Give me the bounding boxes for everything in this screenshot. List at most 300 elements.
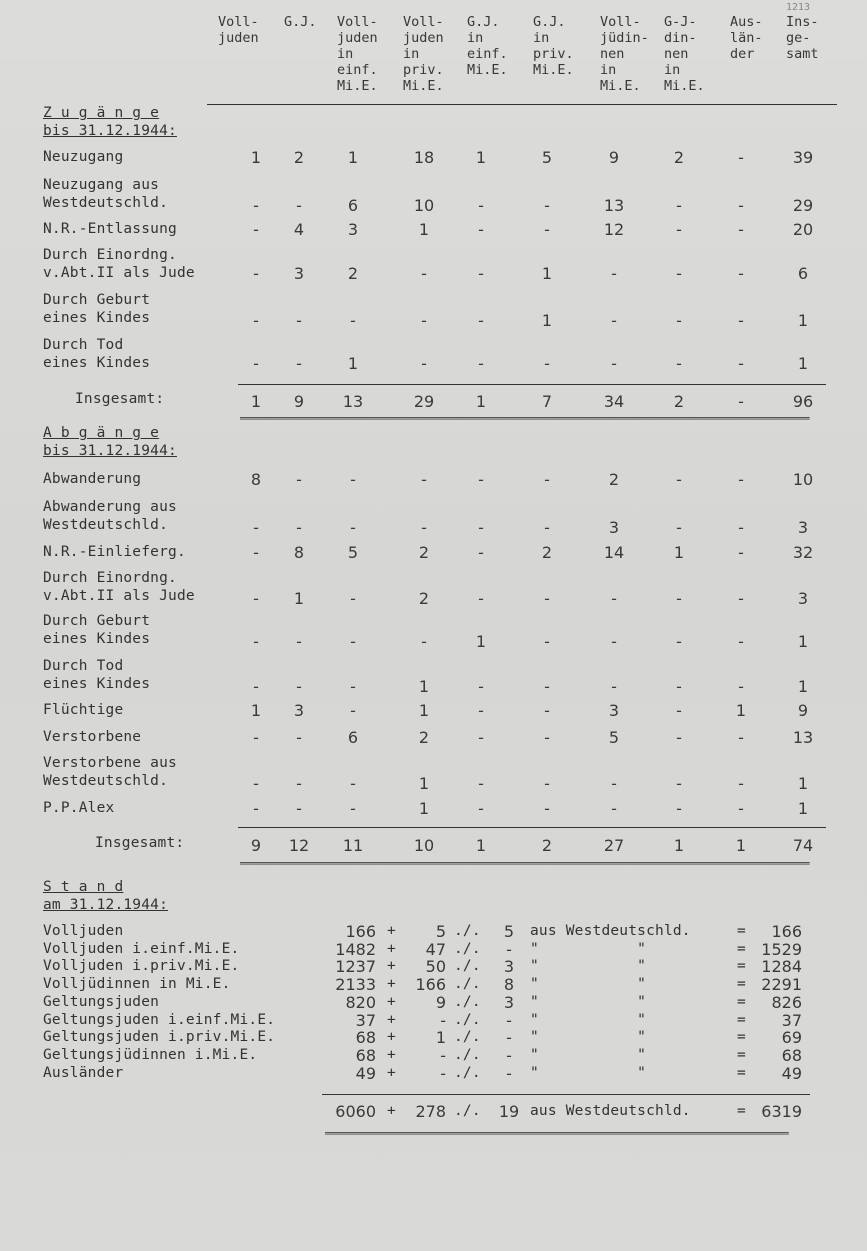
cell-value: - — [738, 799, 744, 818]
cell-value: 3 — [347, 220, 359, 239]
zugaenge-heading: Z u g ä n g e — [43, 105, 160, 121]
plus-sign: + — [387, 923, 396, 939]
cell-value: - — [478, 470, 484, 489]
plus-sign: + — [387, 1046, 396, 1063]
cell-value: 14 — [603, 543, 625, 562]
stand-result: 1284 — [761, 957, 802, 977]
cell-value: - — [478, 799, 484, 818]
stand-result: 826 — [771, 992, 802, 1012]
cell-value: 4 — [293, 220, 305, 239]
cell-value: - — [478, 677, 484, 696]
cell-value: 32 — [792, 543, 814, 562]
cell-value: 1 — [418, 220, 430, 239]
stand-row-label: Volljuden i.priv.Mi.E. — [43, 958, 240, 975]
total-value: 11 — [342, 836, 364, 855]
cell-value: - — [350, 311, 356, 330]
stand-plus: 1 — [435, 1028, 446, 1048]
cell-value: - — [544, 354, 550, 373]
stand-minus: 8 — [503, 975, 515, 995]
stand-total-result: 6319 — [761, 1102, 802, 1121]
stand-row-label: Geltungsjuden — [43, 993, 160, 1010]
row-label: Verstorbene — [43, 729, 142, 745]
cell-value: 2 — [541, 543, 553, 562]
stand-row-label: Geltungsjuden i.einf.Mi.E. — [43, 1011, 276, 1028]
cell-value: 1 — [250, 148, 262, 167]
zugaenge-total-label: Insgesamt: — [75, 391, 165, 407]
abgaenge-subheading: bis 31.12.1944: — [43, 443, 177, 459]
col-header-gjuedinnen: G-J- din- nen in Mi.E. — [664, 14, 705, 94]
row-label: Durch Einordng. v.Abt.II als Jude — [43, 247, 195, 281]
cell-value: - — [738, 220, 744, 239]
row-label: Verstorbene aus Westdeutschld. — [43, 755, 177, 789]
cell-value: - — [478, 518, 484, 537]
cell-value: - — [253, 677, 259, 696]
minus-sign: ./. — [454, 993, 481, 1010]
total-value: 1 — [475, 836, 487, 855]
cell-value: - — [544, 799, 550, 818]
cell-value: - — [676, 728, 682, 747]
cell-value: - — [253, 589, 259, 608]
cell-value: - — [611, 799, 617, 818]
row-label: Neuzugang aus Westdeutschld. — [43, 177, 169, 211]
stand-base: 37 — [355, 1010, 376, 1030]
cell-value: - — [296, 311, 302, 330]
cell-value: 8 — [293, 543, 305, 562]
cell-value: - — [253, 799, 259, 818]
cell-value: 2 — [418, 589, 430, 608]
cell-value: 1 — [347, 148, 359, 167]
cell-value: - — [544, 589, 550, 608]
cell-value: 3 — [797, 589, 809, 608]
row-label: Neuzugang — [43, 149, 124, 165]
stand-row-label: Geltungsjuden i.priv.Mi.E. — [43, 1029, 276, 1046]
stand-minus: 5 — [503, 922, 515, 941]
cell-value: 12 — [603, 220, 625, 239]
cell-value: - — [676, 701, 682, 720]
cell-value: 20 — [792, 220, 814, 239]
cell-value: - — [478, 354, 484, 373]
cell-value: - — [738, 677, 744, 696]
plus-sign: + — [387, 1029, 396, 1046]
stand-minus: - — [506, 939, 512, 959]
stand-result: 49 — [781, 1063, 802, 1083]
cell-value: 1 — [797, 354, 809, 373]
cell-value: - — [350, 799, 356, 818]
minus-sign: ./. — [454, 1064, 481, 1081]
cell-value: 2 — [418, 543, 430, 562]
total-value: 74 — [792, 836, 814, 855]
cell-value: - — [478, 543, 484, 562]
cell-value: - — [253, 774, 259, 793]
equals-sign: = — [737, 993, 746, 1010]
cell-value: - — [296, 677, 302, 696]
cell-value: - — [544, 728, 550, 747]
plus-sign: + — [387, 976, 396, 993]
cell-value: 10 — [413, 196, 435, 215]
cell-value: - — [676, 632, 682, 651]
plus-sign: + — [387, 1011, 396, 1028]
zugaenge-subheading: bis 31.12.1944: — [43, 123, 177, 139]
cell-value: 1 — [418, 774, 430, 793]
cell-value: - — [253, 728, 259, 747]
equals-sign: = — [737, 923, 746, 939]
stand-plus: - — [440, 1010, 446, 1030]
stand-note: " " — [530, 1029, 647, 1046]
cell-value: 1 — [735, 701, 747, 720]
cell-value: - — [253, 632, 259, 651]
stand-row-label: Ausländer — [43, 1064, 124, 1081]
row-label: N.R.-Entlassung — [43, 221, 177, 237]
cell-value: - — [253, 354, 259, 373]
cell-value: 1 — [797, 632, 809, 651]
cell-value: - — [544, 470, 550, 489]
cell-value: 1 — [293, 589, 305, 608]
row-label: N.R.-Einlieferg. — [43, 544, 186, 560]
row-label: Durch Einordng. v.Abt.II als Jude — [43, 570, 195, 604]
cell-value: - — [296, 632, 302, 651]
stand-result: 166 — [771, 922, 802, 941]
minus-sign: ./. — [454, 1103, 481, 1119]
col-header-gj: G.J. — [284, 14, 317, 30]
cell-value: - — [676, 470, 682, 489]
cell-value: 13 — [792, 728, 814, 747]
plus-sign: + — [387, 940, 396, 957]
cell-value: - — [738, 196, 744, 215]
cell-value: 1 — [797, 774, 809, 793]
cell-value: - — [738, 470, 744, 489]
cell-value: - — [676, 311, 682, 330]
cell-value: 9 — [797, 701, 809, 720]
col-header-gj-einf: G.J. in einf. Mi.E. — [467, 14, 508, 78]
total-value: 1 — [735, 836, 747, 855]
cell-value: - — [738, 774, 744, 793]
stand-total-plus: 278 — [415, 1102, 446, 1121]
abgaenge-total-rule — [238, 827, 826, 828]
cell-value: - — [676, 774, 682, 793]
cell-value: - — [296, 774, 302, 793]
cell-value: - — [253, 311, 259, 330]
cell-value: - — [478, 589, 484, 608]
cell-value: - — [350, 677, 356, 696]
cell-value: 1 — [250, 701, 262, 720]
cell-value: - — [738, 264, 744, 283]
abgaenge-total-label: Insgesamt: — [95, 835, 185, 851]
cell-value: 9 — [608, 148, 620, 167]
cell-value: - — [350, 470, 356, 489]
cell-value: 10 — [792, 470, 814, 489]
cell-value: - — [350, 632, 356, 651]
cell-value: - — [421, 264, 427, 283]
cell-value: - — [421, 518, 427, 537]
cell-value: - — [253, 543, 259, 562]
cell-value: 1 — [347, 354, 359, 373]
stand-result: 2291 — [761, 975, 802, 995]
equals-sign: = — [737, 976, 746, 993]
stand-result: 69 — [781, 1028, 802, 1048]
col-header-vj-priv: Voll- juden in priv. Mi.E. — [403, 14, 444, 94]
plus-sign: + — [387, 1103, 396, 1119]
cell-value: 1 — [541, 264, 553, 283]
stand-plus: 50 — [425, 957, 446, 977]
plus-sign: + — [387, 1064, 396, 1081]
cell-value: 29 — [792, 196, 814, 215]
cell-value: - — [544, 518, 550, 537]
cell-value: - — [738, 543, 744, 562]
equals-sign: = — [737, 958, 746, 975]
cell-value: - — [350, 701, 356, 720]
cell-value: - — [478, 774, 484, 793]
cell-value: - — [738, 728, 744, 747]
cell-value: - — [296, 518, 302, 537]
cell-value: - — [296, 196, 302, 215]
cell-value: - — [253, 264, 259, 283]
cell-value: - — [676, 264, 682, 283]
equals-sign: = — [737, 1011, 746, 1028]
cell-value: - — [738, 311, 744, 330]
stand-note: " " — [530, 1011, 647, 1028]
cell-value: 1 — [475, 632, 487, 651]
stand-plus: 166 — [415, 975, 446, 995]
cell-value: 1 — [797, 311, 809, 330]
cell-value: 5 — [608, 728, 620, 747]
stand-base: 1482 — [335, 939, 376, 959]
cell-value: - — [611, 264, 617, 283]
total-value: 29 — [413, 392, 435, 411]
stand-double-rule: ══════════════════════════════════════════════════════════════════════ — [325, 1128, 789, 1139]
stand-total-note: aus Westdeutschld. — [530, 1103, 691, 1119]
cell-value: - — [478, 196, 484, 215]
cell-value: 13 — [603, 196, 625, 215]
cell-value: - — [544, 701, 550, 720]
cell-value: 18 — [413, 148, 435, 167]
minus-sign: ./. — [454, 940, 481, 957]
total-value: 27 — [603, 836, 625, 855]
cell-value: - — [544, 220, 550, 239]
stand-total-rule — [322, 1094, 810, 1095]
cell-value: 2 — [347, 264, 359, 283]
cell-value: 3 — [293, 701, 305, 720]
stand-minus: 3 — [503, 992, 515, 1012]
stand-note: " " — [530, 958, 647, 975]
col-header-vjuedinnen: Voll- jüdin- nen in Mi.E. — [600, 14, 649, 94]
total-value: 10 — [413, 836, 435, 855]
cell-value: - — [296, 728, 302, 747]
stand-note: " " — [530, 976, 647, 993]
cell-value: - — [421, 470, 427, 489]
minus-sign: ./. — [454, 1046, 481, 1063]
cell-value: - — [611, 677, 617, 696]
cell-value: - — [611, 311, 617, 330]
cell-value: - — [738, 589, 744, 608]
cell-value: 2 — [673, 148, 685, 167]
total-value: 13 — [342, 392, 364, 411]
cell-value: - — [676, 677, 682, 696]
plus-sign: + — [387, 993, 396, 1010]
cell-value: - — [296, 799, 302, 818]
cell-value: 2 — [293, 148, 305, 167]
cell-value: - — [738, 354, 744, 373]
stand-base: 68 — [355, 1045, 376, 1065]
total-value: - — [738, 392, 744, 411]
cell-value: 6 — [347, 196, 359, 215]
total-value: 9 — [293, 392, 305, 411]
total-value: 12 — [288, 836, 310, 855]
cell-value: 1 — [797, 799, 809, 818]
cell-value: - — [544, 632, 550, 651]
stand-note: " " — [530, 993, 647, 1010]
cell-value: - — [478, 311, 484, 330]
row-label: Abwanderung — [43, 471, 142, 487]
plus-sign: + — [387, 958, 396, 975]
cell-value: - — [421, 354, 427, 373]
stand-plus: 5 — [435, 922, 446, 941]
col-header-gj-priv: G.J. in priv. Mi.E. — [533, 14, 574, 78]
stand-base: 166 — [345, 922, 376, 941]
cell-value: - — [544, 196, 550, 215]
cell-value: - — [421, 311, 427, 330]
cell-value: 1 — [475, 148, 487, 167]
cell-value: 39 — [792, 148, 814, 167]
cell-value: - — [296, 470, 302, 489]
cell-value: 8 — [250, 470, 262, 489]
total-value: 34 — [603, 392, 625, 411]
cell-value: 5 — [541, 148, 553, 167]
cell-value: 1 — [418, 701, 430, 720]
cell-value: - — [611, 354, 617, 373]
stand-note: " " — [530, 1046, 647, 1063]
minus-sign: ./. — [454, 976, 481, 993]
stand-minus: - — [506, 1010, 512, 1030]
total-value: 2 — [673, 392, 685, 411]
cell-value: - — [350, 589, 356, 608]
stand-heading: S t a n d — [43, 879, 124, 895]
stand-plus: - — [440, 1063, 446, 1083]
cell-value: - — [350, 774, 356, 793]
col-header-volljuden: Voll- juden — [218, 14, 259, 46]
cell-value: - — [738, 518, 744, 537]
stand-row-label: Volljuden — [43, 923, 124, 939]
stand-note: " " — [530, 940, 647, 957]
row-label: Abwanderung aus Westdeutschld. — [43, 499, 177, 533]
stand-plus: 47 — [425, 939, 446, 959]
total-value: 96 — [792, 392, 814, 411]
stand-result: 68 — [781, 1045, 802, 1065]
stand-minus: - — [506, 1045, 512, 1065]
row-label: Durch Geburt eines Kindes — [43, 613, 151, 647]
cell-value: 3 — [797, 518, 809, 537]
row-label: Flüchtige — [43, 702, 124, 718]
cell-value: - — [544, 677, 550, 696]
cell-value: - — [478, 220, 484, 239]
cell-value: 3 — [608, 701, 620, 720]
stand-base: 49 — [355, 1063, 376, 1083]
stand-result: 1529 — [761, 939, 802, 959]
cell-value: - — [611, 632, 617, 651]
stand-row-label: Geltungsjüdinnen i.Mi.E. — [43, 1046, 258, 1063]
stand-plus: - — [440, 1045, 446, 1065]
cell-value: - — [676, 589, 682, 608]
total-value: 1 — [475, 392, 487, 411]
cell-value: - — [611, 589, 617, 608]
stand-base: 1237 — [335, 957, 376, 977]
stand-total-minus: 19 — [498, 1102, 520, 1121]
cell-value: - — [253, 518, 259, 537]
cell-value: - — [296, 354, 302, 373]
row-label: Durch Geburt eines Kindes — [43, 292, 151, 326]
cell-value: 3 — [608, 518, 620, 537]
cell-value: - — [738, 632, 744, 651]
row-label: Durch Tod eines Kindes — [43, 337, 151, 371]
cell-value: 1 — [541, 311, 553, 330]
cell-value: - — [676, 518, 682, 537]
equals-sign: = — [737, 1064, 746, 1081]
stand-row-label: Volljuden i.einf.Mi.E. — [43, 940, 240, 957]
stand-base: 68 — [355, 1028, 376, 1048]
col-header-vj-einf: Voll- juden in einf. Mi.E. — [337, 14, 378, 94]
cell-value: 1 — [797, 677, 809, 696]
cell-value: - — [421, 632, 427, 651]
cell-value: 3 — [293, 264, 305, 283]
header-rule — [207, 104, 837, 105]
cell-value: 1 — [418, 677, 430, 696]
cell-value: - — [478, 701, 484, 720]
stand-base: 820 — [345, 992, 376, 1012]
cell-value: - — [544, 774, 550, 793]
cell-value: - — [350, 518, 356, 537]
total-value: 1 — [673, 836, 685, 855]
cell-value: - — [478, 728, 484, 747]
minus-sign: ./. — [454, 958, 481, 975]
total-value: 7 — [541, 392, 553, 411]
minus-sign: ./. — [454, 1011, 481, 1028]
equals-sign: = — [737, 940, 746, 957]
cell-value: - — [611, 774, 617, 793]
total-value: 9 — [250, 836, 262, 855]
total-value: 2 — [541, 836, 553, 855]
cell-value: 2 — [418, 728, 430, 747]
zugaenge-total-rule — [238, 384, 826, 385]
col-header-insgesamt: Ins- ge- samt — [786, 14, 819, 62]
cell-value: - — [676, 220, 682, 239]
cell-value: - — [253, 220, 259, 239]
minus-sign: ./. — [454, 1029, 481, 1046]
cell-value: 6 — [797, 264, 809, 283]
stand-row-label: Volljüdinnen in Mi.E. — [43, 976, 231, 993]
row-label: Durch Tod eines Kindes — [43, 658, 151, 692]
cell-value: - — [676, 354, 682, 373]
stand-note: aus Westdeutschld. — [530, 923, 691, 939]
corner-mark: 1213 — [786, 2, 811, 13]
cell-value: - — [676, 196, 682, 215]
cell-value: - — [478, 264, 484, 283]
stand-base: 2133 — [335, 975, 376, 995]
stand-result: 37 — [781, 1010, 802, 1030]
stand-subheading: am 31.12.1944: — [43, 897, 169, 913]
stand-minus: 3 — [503, 957, 515, 977]
stand-plus: 9 — [435, 992, 446, 1012]
total-value: 1 — [250, 392, 262, 411]
cell-value: - — [253, 196, 259, 215]
stand-total-base: 6060 — [335, 1102, 376, 1121]
cell-value: 5 — [347, 543, 359, 562]
cell-value: 1 — [673, 543, 685, 562]
stand-minus: - — [506, 1028, 512, 1048]
stand-note: " " — [530, 1064, 647, 1081]
row-label: P.P.Alex — [43, 800, 115, 816]
cell-value: 2 — [608, 470, 620, 489]
minus-sign: ./. — [454, 923, 481, 939]
equals-sign: = — [737, 1103, 746, 1119]
